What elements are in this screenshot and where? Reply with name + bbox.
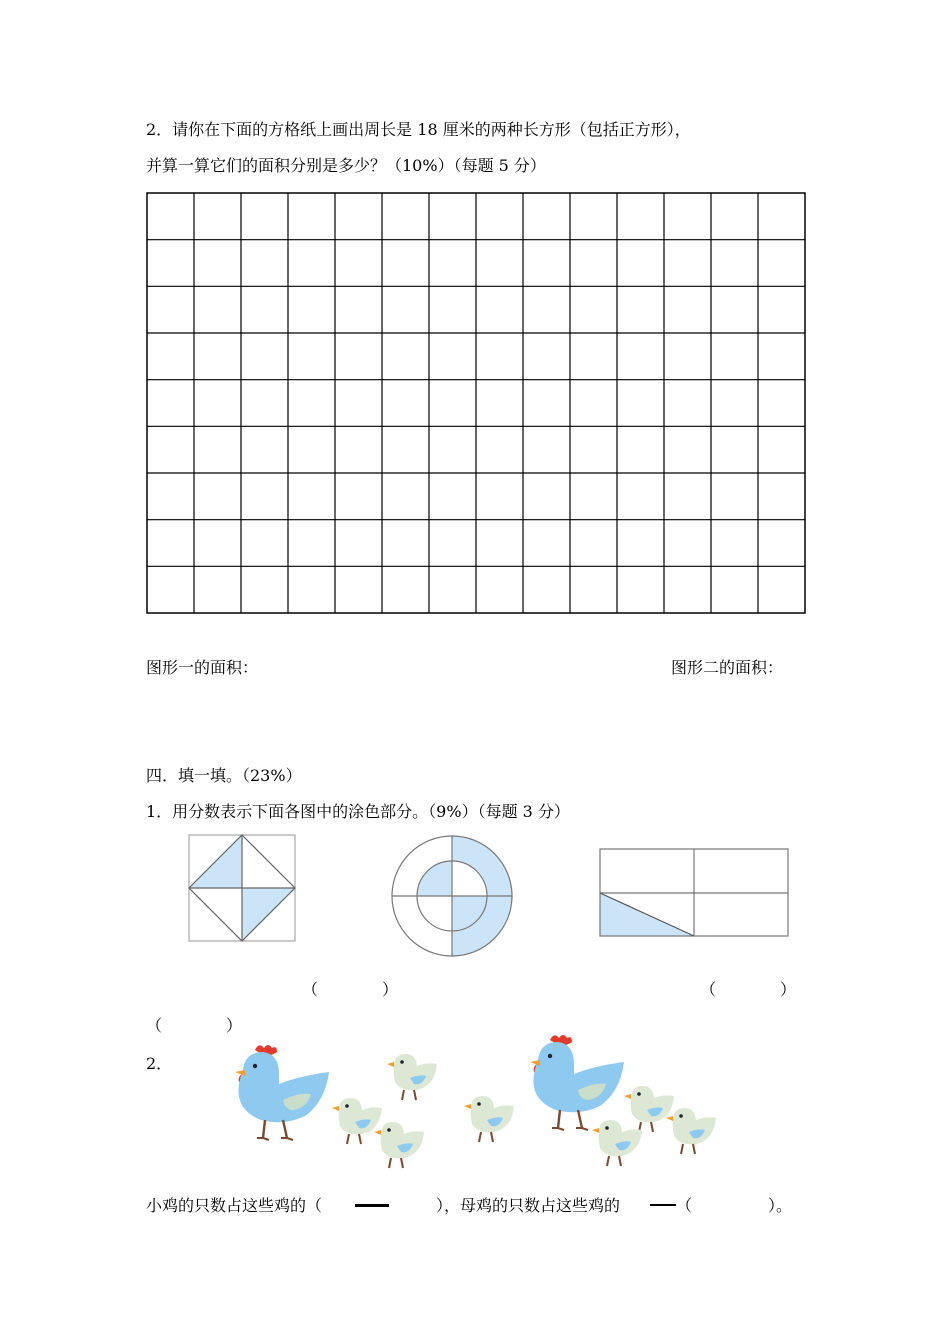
chicken-illustration xyxy=(225,1030,725,1170)
chick-6 xyxy=(592,1120,642,1166)
q2-line-2: 并算一算它们的面积分别是多少？（10%）（每题 5 分） xyxy=(146,156,546,175)
answer-blank-figure-1[interactable]: （ ） xyxy=(302,980,399,999)
area-label-shape-2: 图形二的面积： xyxy=(671,658,784,677)
chick-7 xyxy=(666,1108,716,1154)
square-grid-paper[interactable] xyxy=(146,192,806,614)
chick-3 xyxy=(374,1122,424,1168)
area-label-shape-1: 图形一的面积： xyxy=(146,658,259,677)
chick-fraction-sentence-part-1: 小鸡的只数占这些鸡的（ xyxy=(146,1196,323,1215)
section-4-q2-number: 2． xyxy=(146,1054,173,1073)
chick-4 xyxy=(464,1096,514,1142)
chick-fraction-sentence-part-2: ），母鸡的只数占这些鸡的 xyxy=(436,1196,621,1215)
fraction-bar xyxy=(355,1204,389,1207)
q2-line-1: 2．请你在下面的方格纸上画出周长是 18 厘米的两种长方形（包括正方形）， xyxy=(146,120,691,139)
section-4-heading: 四．填一填。（23%） xyxy=(146,766,302,785)
fraction-bar-2 xyxy=(650,1204,676,1206)
answer-blank-figure-2[interactable]: （ ） xyxy=(146,1016,243,1035)
fraction-figure-square-diamond xyxy=(188,834,296,942)
shaded-ring-top-right xyxy=(452,836,512,896)
section-4-q1-text: 1．用分数表示下面各图中的涂色部分。（9%）（每题 3 分） xyxy=(146,802,570,821)
chick-fraction-sentence-part-4: ）。 xyxy=(768,1196,793,1215)
fraction-figure-rectangle xyxy=(599,848,789,938)
answer-blank-figure-3[interactable]: （ ） xyxy=(700,980,797,999)
hen-1 xyxy=(235,1045,329,1140)
chick-2 xyxy=(387,1054,437,1100)
fraction-figure-ring xyxy=(390,834,514,958)
hen-2 xyxy=(530,1035,624,1130)
chick-fraction-sentence-part-3: （ xyxy=(676,1196,693,1215)
chick-1 xyxy=(332,1098,382,1144)
chick-5 xyxy=(624,1086,674,1132)
